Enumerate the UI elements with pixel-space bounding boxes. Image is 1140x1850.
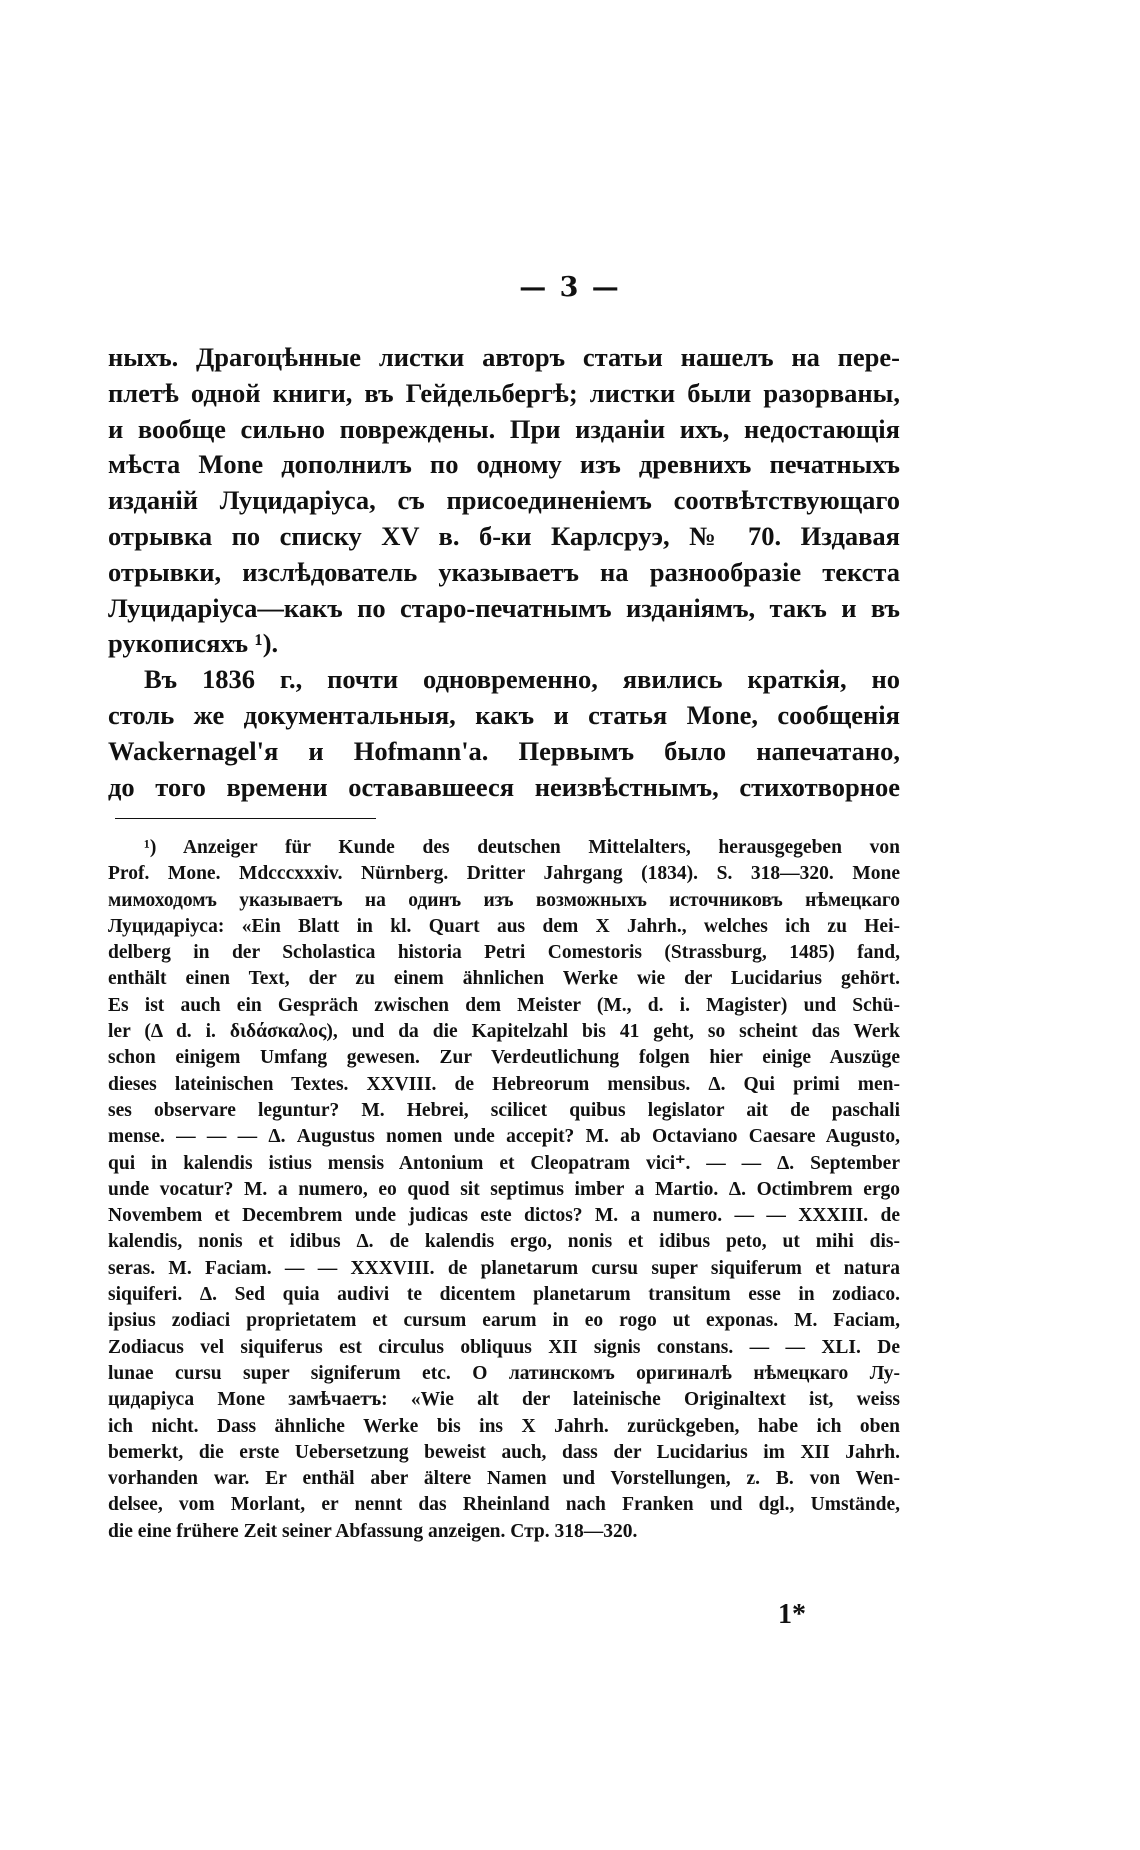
footnote-line: kalendis, nonis et idibus Δ. de kalendis ergo, nonis et idibus peto, ut mihi dis- [108,1231,900,1253]
footnote-separator [115,818,376,819]
footnote-line: ipsius zodiaci proprietatem et cursum earum in eo rogo ut exponas. M. Faciam, [108,1310,900,1332]
text-line: мѣста Mone дополнилъ по одному изъ древнихъ печатныхъ [108,449,900,480]
text-line: отрывки, изслѣдователь указываетъ на разнообразіе текста [108,556,900,587]
footnote-line: lunae cursu super signiferum etc. О латинскомъ оригиналѣ нѣмецкаго Лу- [108,1362,900,1384]
signature-mark: 1* [778,1599,806,1630]
footnote-line: delsee, vom Morlant, er nennt das Rheinland nach Franken und dgl., Umstände, [108,1494,900,1516]
footnote-line: qui in kalendis istius mensis Antonium et Cleopatram vici⁺. — — Δ. September [108,1152,900,1174]
footnote-line: vorhanden war. Er enthäl aber ältere Namen und Vorstellungen, z. B. von Wen- [108,1468,900,1490]
footnote-line: unde vocatur? M. a numero, eo quod sit septimus imber a Martio. Δ. Octimbrem ergo [108,1178,900,1200]
footnote-line: die eine frühere Zeit seiner Abfassung anzeigen. Стр. 318—320. [108,1520,638,1542]
footnote-line: Луцидаріуса: «Ein Blatt in kl. Quart aus dem X Jahrh., welches ich zu Hei- [108,915,900,937]
footnote-line: ich nicht. Dass ähnliche Werke bis ins X Jahrh. zurückgeben, habe ich oben [108,1415,900,1437]
text-line: Въ 1836 г., почти одновременно, явились краткія, но [144,664,900,695]
footnote-line: enthält einen Text, der zu einem ähnlichen Werke wie der Lucidarius gehört. [108,968,900,990]
main-text [108,340,900,805]
footnote-line: ses observare leguntur? M. Hebrei, scilicet quibus legislator ait de paschali [108,1099,900,1121]
footnotes [108,835,900,1545]
text-line: изданій Луцидаріуса, съ присоединеніемъ соотвѣтствующаго [108,485,900,516]
footnote-line: delberg in der Scholastica historia Petri Comestoris (Strassburg, 1485) fand, [108,942,900,964]
footnote-line: mense. — — — Δ. Augustus nomen unde accepit? M. ab Octaviano Caesare Augusto, [108,1126,900,1148]
footnote-line: Prof. Mone. Mdcccxxxiv. Nürnberg. Dritter Jahrgang (1834). S. 318—320. Mone [108,863,900,885]
text-line: Луцидаріуса—какъ по старо-печатнымъ изданіямъ, такъ и въ [108,592,900,623]
text-line: до того времени остававшееся неизвѣстнымъ, стихотворное [108,771,900,802]
page-number: — 3 — [519,272,621,303]
footnote-line: цидаріуса Mone замѣчаетъ: «Wie alt der lateinische Originaltext ist, weiss [108,1389,900,1411]
text-line: и вообще сильно повреждены. При изданіи ихъ, недостающія [108,413,900,444]
footnote-line: Es ist auch ein Gespräch zwischen dem Meister (M., d. i. Magister) und Schü- [108,994,900,1016]
text-line: столь же документальныя, какъ и статья Mone, сообщенія [108,699,900,730]
footnote-line: Novembem et Decembrem unde judicas este dictos? M. a numero. — — XXXIII. de [108,1205,900,1227]
footnote-line: dieses lateinischen Textes. XXVIII. de Hebreorum mensibus. Δ. Qui primi men- [108,1073,900,1095]
text-line: рукописяхъ ¹). [108,628,279,659]
footnote-line: bemerkt, die erste Uebersetzung beweist auch, dass der Lucidarius im XII Jahrh. [108,1441,900,1463]
footnote-line: siquiferi. Δ. Sed quia audivi te dicentem planetarum transitum esse in zodiaco. [108,1284,900,1306]
text-line: ныхъ. Драгоцѣнные листки авторъ статьи нашелъ на пере- [108,342,900,372]
footnote-line: Zodiacus vel siquiferus est circulus obliquus XII signis constans. — — XLI. De [108,1336,900,1358]
footnote-line: schon einigem Umfang gewesen. Zur Verdeutlichung folgen hier einige Auszüge [108,1047,900,1069]
text-line: Wackernagel'я и Hofmann'а. Первымъ было напечатано, [108,735,900,766]
text-line: отрывка по списку XV в. б-ки Карлсруэ, № 70. Издавая [108,520,900,551]
footnote-line: seras. M. Faciam. — — XXXVIII. de planetarum cursu super siquiferum et natura [108,1257,900,1279]
footnote-line: ler (Δ d. i. διδάσκαλος), und da die Kapitelzahl bis 41 geht, so scheint das Werk [108,1021,900,1043]
text-line: плетѣ одной книги, въ Гейдельбергѣ; листки были разорваны, [108,377,900,408]
footnote-line: ¹) Anzeiger für Kunde des deutschen Mittelalters, herausgegeben von [144,837,900,858]
footnote-line: мимоходомъ указываетъ на одинъ изъ возможныхъ источниковъ нѣмецкаго [108,889,900,911]
